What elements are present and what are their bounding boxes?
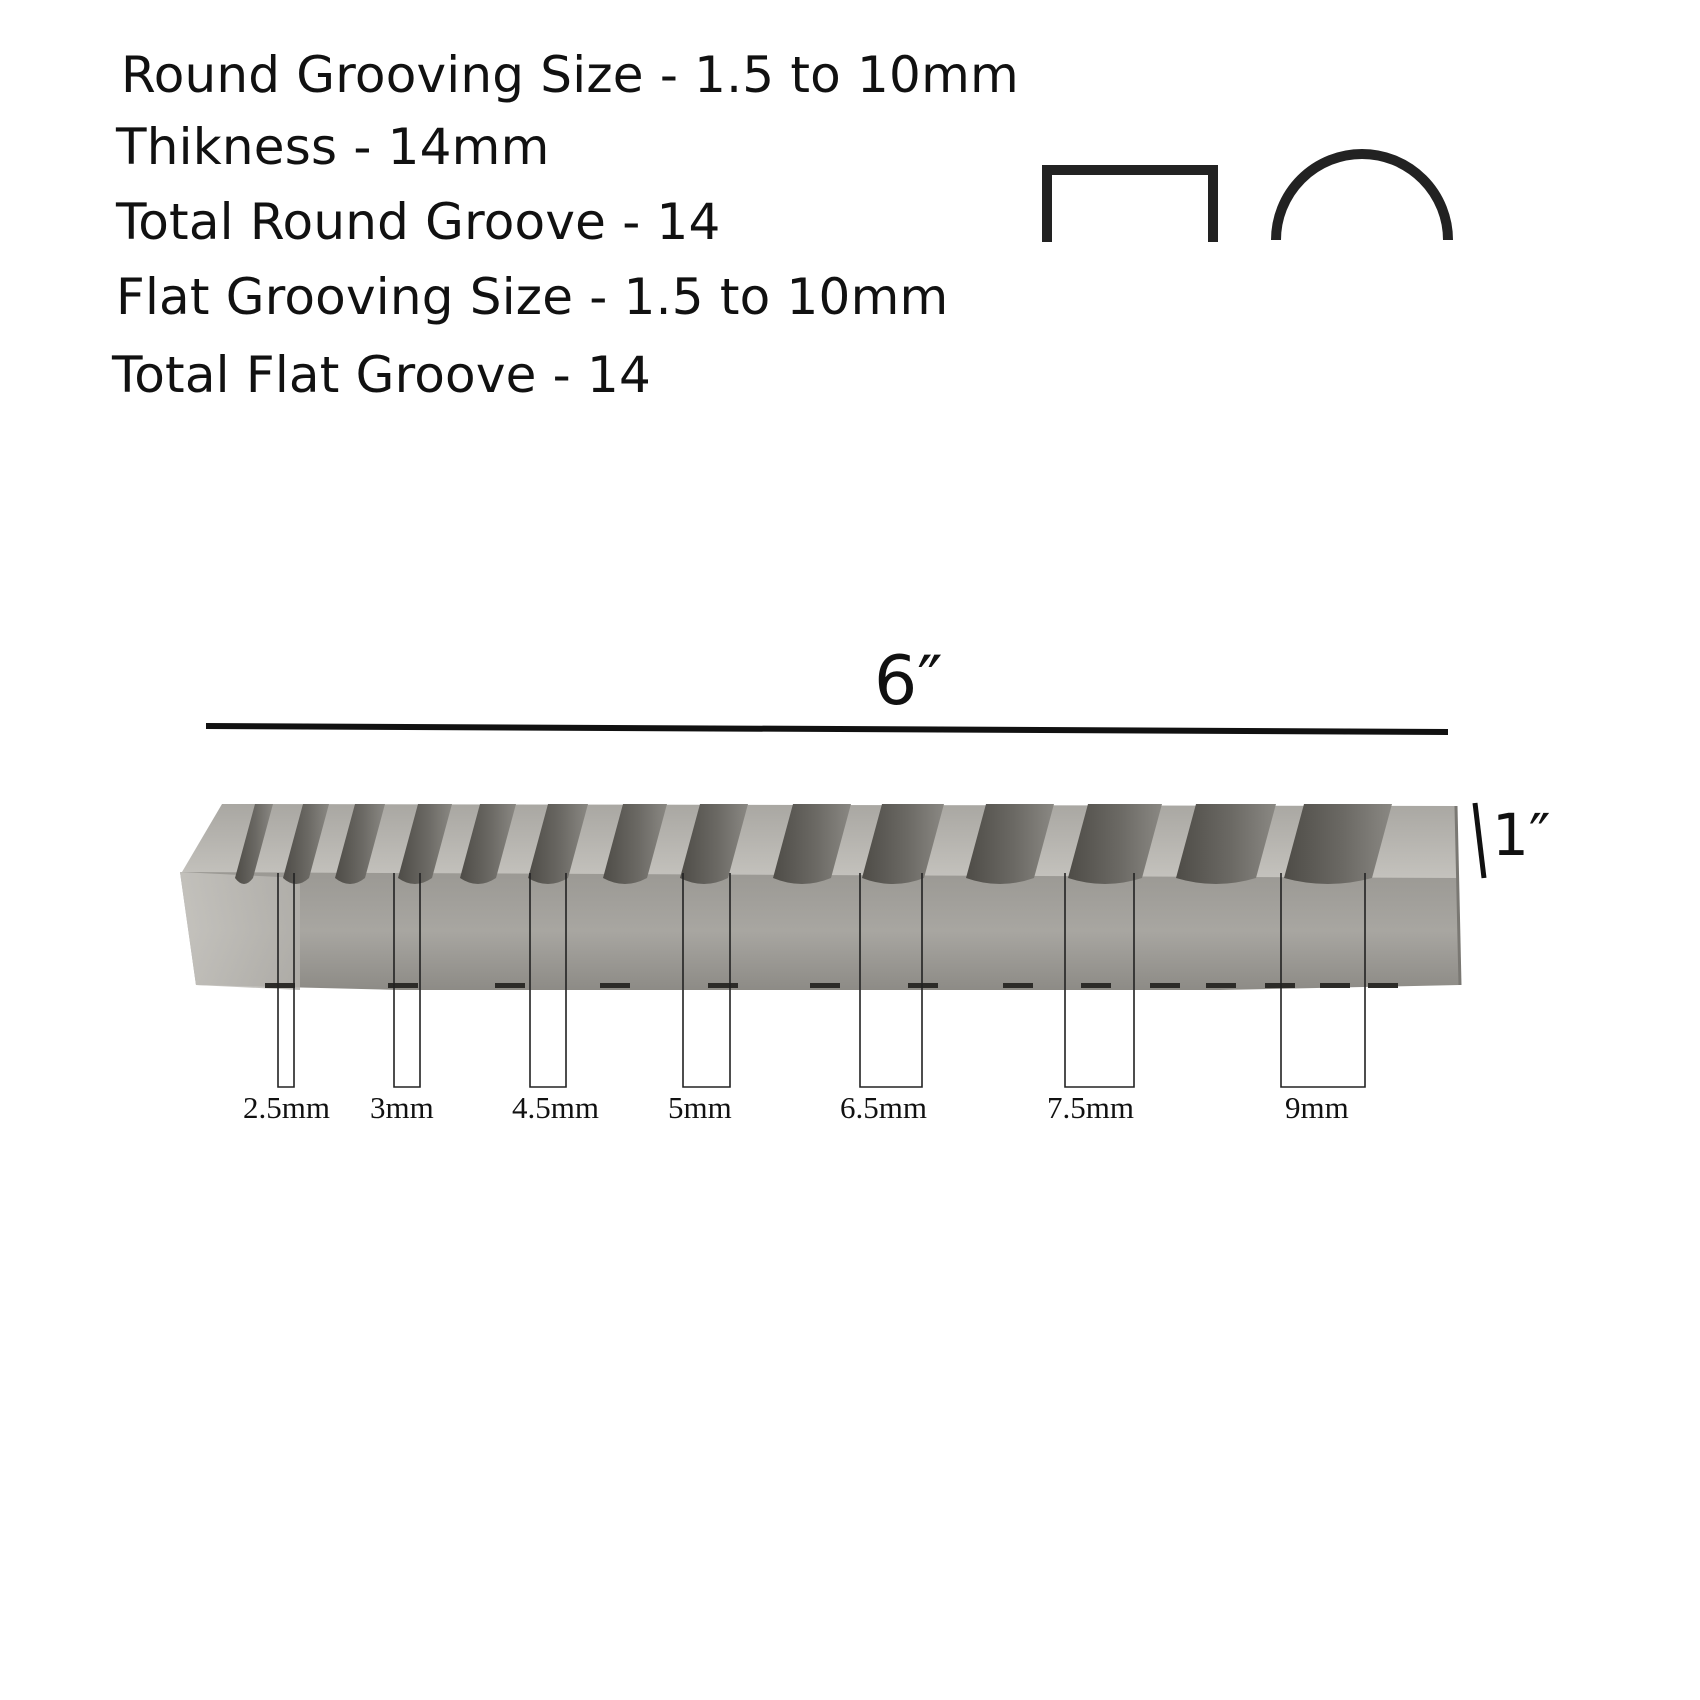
spec-total-round-groove: Total Round Groove - 14 — [116, 193, 721, 251]
groove-size-label: 6.5mm — [840, 1090, 927, 1125]
bottom-groove-notch — [495, 983, 525, 988]
bottom-groove-notch — [600, 983, 630, 988]
bottom-groove-notch — [1265, 983, 1295, 988]
groove-size-label: 3mm — [370, 1090, 434, 1125]
groove-size-label: 9mm — [1285, 1090, 1349, 1125]
bottom-groove-notch — [265, 983, 295, 988]
height-dimension-line — [1475, 803, 1484, 878]
bottom-groove-notch — [1368, 983, 1398, 988]
spec-flat-grooving-size: Flat Grooving Size - 1.5 to 10mm — [116, 268, 949, 326]
bottom-groove-notch — [388, 983, 418, 988]
bottom-groove-notch — [908, 983, 938, 988]
bottom-groove-notch — [1320, 983, 1350, 988]
spec-round-grooving-size: Round Grooving Size - 1.5 to 10mm — [121, 46, 1019, 104]
bottom-groove-notch — [1150, 983, 1180, 988]
block-end-face — [180, 872, 300, 990]
block-front-face — [180, 872, 1460, 990]
length-dimension-line — [206, 726, 1448, 732]
bottom-groove-notch — [810, 983, 840, 988]
groove-size-label: 5mm — [668, 1090, 732, 1125]
height-dimension-label: 1″ — [1492, 801, 1551, 869]
spec-total-flat-groove: Total Flat Groove - 14 — [112, 346, 652, 404]
bottom-groove-notch — [1081, 983, 1111, 988]
bottom-groove-notch — [1003, 983, 1033, 988]
bottom-groove-notch — [1206, 983, 1236, 988]
groove-size-label: 2.5mm — [243, 1090, 330, 1125]
groove-size-label: 4.5mm — [512, 1090, 599, 1125]
groove-size-label: 7.5mm — [1047, 1090, 1134, 1125]
bottom-groove-notch — [708, 983, 738, 988]
length-dimension-label: 6″ — [874, 642, 943, 721]
spec-thickness: Thikness - 14mm — [116, 118, 550, 176]
